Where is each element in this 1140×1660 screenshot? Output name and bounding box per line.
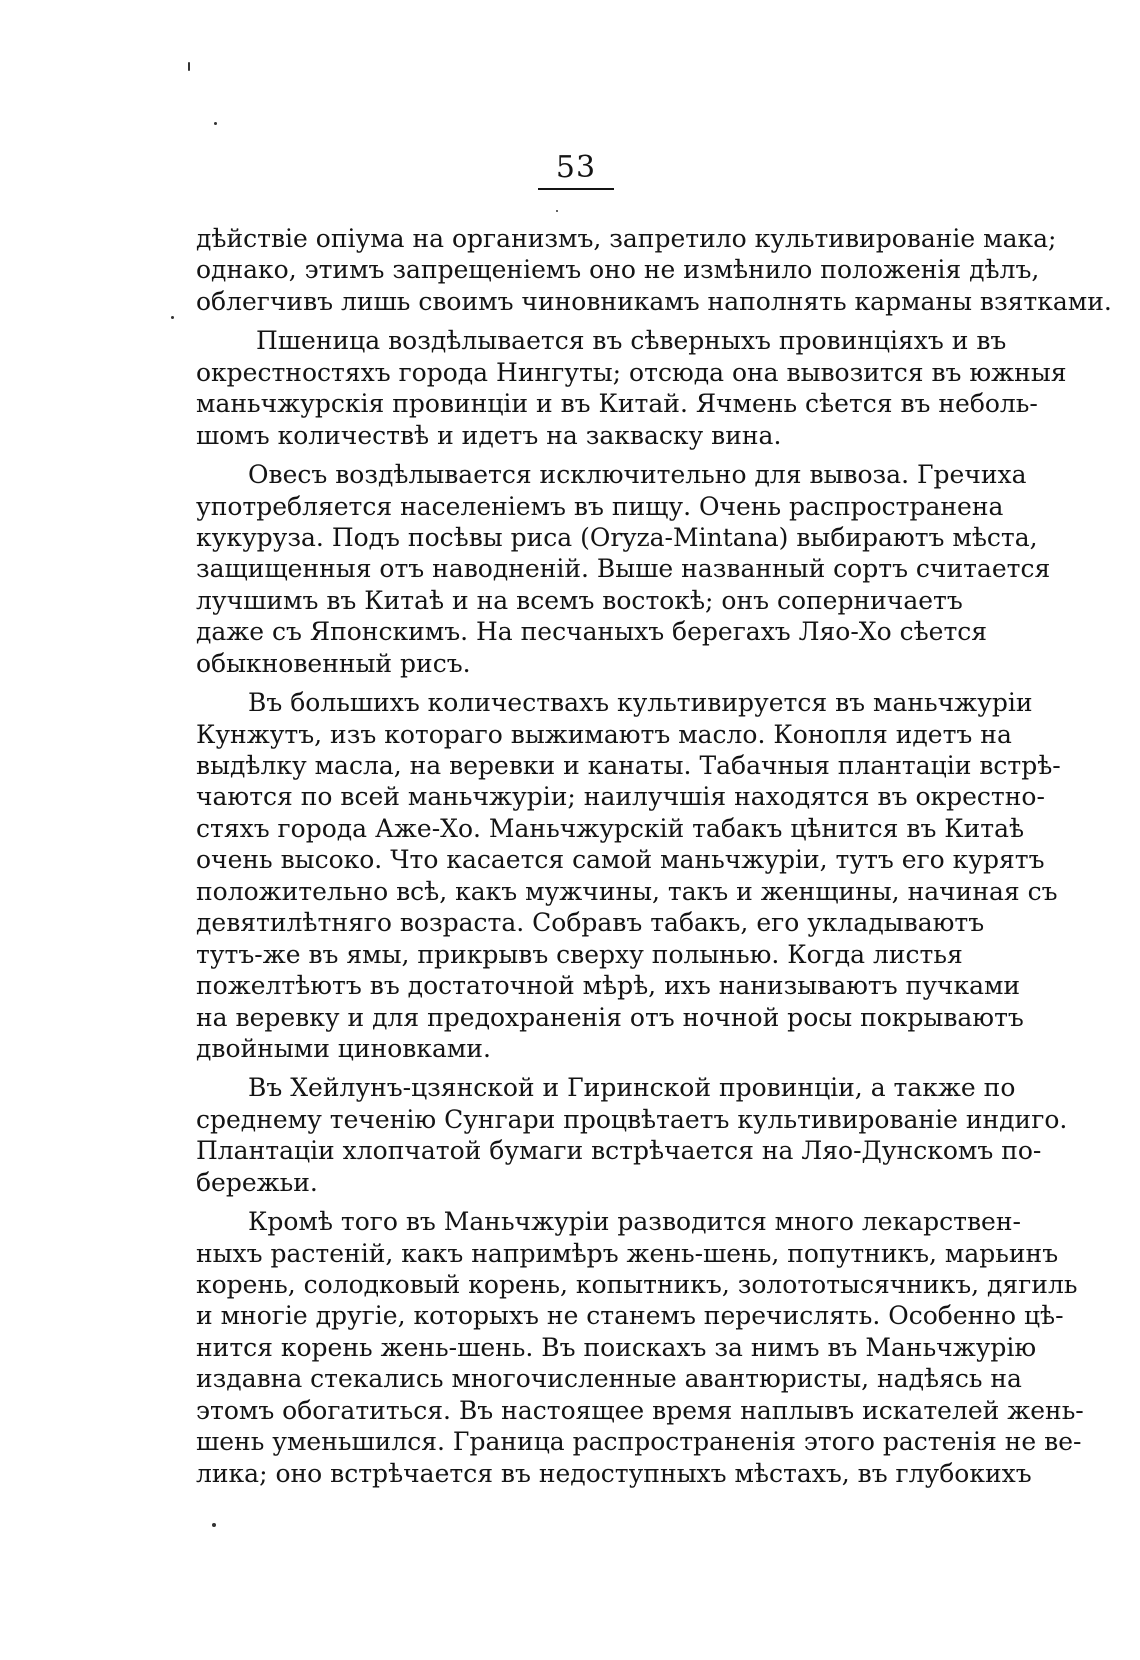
text-line: облегчивъ лишь своимъ чиновникамъ наполнять карманы взятками. [196,286,1112,316]
text-line: девятилѣтняго возраста. Собравъ табакъ, его укладываютъ [196,908,985,938]
text-line: однако, этимъ запрещеніемъ оно не измѣнило положенія дѣлъ, [196,255,1040,285]
text-line: Въ большихъ количествахъ культивируется въ маньчжуріи [248,688,1033,718]
text-line: защищенныя отъ наводненій. Выше названный сортъ считается [196,554,1051,584]
text-line: бережьи. [196,1167,318,1197]
text-line: Овесъ воздѣлывается исключительно для вывоза. Гречиха [248,460,1027,490]
text-line: шомъ количествѣ и идетъ на закваску вина. [196,420,782,450]
text-line: корень, солодковый корень, копытникъ, золототысячникъ, дягиль [196,1270,1078,1299]
text-line: чаются по всей маньчжуріи; наилучшія находятся въ окрестно- [196,782,1045,812]
text-line: выдѣлку масла, на веревки и канаты. Табачныя плантаціи встрѣ- [196,751,1061,780]
scan-speck [212,1523,216,1527]
text-line: и многіе другіе, которыхъ не станемъ перечислять. Особенно цѣ- [196,1301,1064,1331]
text-line: положительно всѣ, какъ мужчины, такъ и женщины, начиная съ [196,876,1058,906]
text-line: маньчжурскія провинціи и въ Китай. Ячмень сѣется въ неболь- [196,389,1038,419]
text-line: издавна стекались многочисленные авантюристы, надѣясь на [196,1364,1022,1394]
text-line: этомъ обогатиться. Въ настоящее время наплывъ искателей жень- [196,1395,1084,1425]
text-line: ныхъ растеній, какъ напримѣръ жень-шень, попутникъ, марьинъ [196,1238,1059,1268]
page-number: 53 [555,150,597,185]
text-line: Кунжутъ, изъ котораго выжимаютъ масло. Конопля идетъ на [196,719,1012,749]
text-line: окрестностяхъ города Нингуты; отсюда она вывозится въ южныя [196,357,1067,387]
text-line: среднему теченію Сунгари процвѣтаетъ культивированіе индиго. [196,1104,1068,1134]
text-line: Кромѣ того въ Маньчжуріи разводится много лекарствен- [248,1207,1021,1237]
text-line: на веревку и для предохраненія отъ ночной росы покрываютъ [196,1002,1024,1032]
text-line: двойными циновками. [196,1033,491,1063]
scan-speck [556,210,558,212]
text-line: тутъ-же въ ямы, прикрывъ сверху полынью. Когда листья [196,939,963,969]
text-line: шень уменьшился. Граница распространенія этого растенія не ве- [196,1427,1082,1457]
text-line: нится корень жень-шень. Въ поискахъ за нимъ въ Маньчжурію [196,1332,1037,1362]
text-line: Въ Хейлунъ-цзянской и Гиринской провинціи, а также по [248,1073,1016,1103]
text-line: Плантаціи хлопчатой бумаги встрѣчается на Ляо-Дунскомъ по- [196,1136,1042,1166]
text-line: обыкновенный рисъ. [196,648,471,678]
text-line: очень высоко. Что касается самой маньчжуріи, тутъ его курятъ [196,845,1045,875]
body-text [196,223,1112,1489]
text-line: кукуруза. Подъ посѣвы риса (Oryza-Mintana) выбираютъ мѣста, [196,522,1038,552]
page-number-underline [538,188,614,190]
text-line: лучшимъ въ Китаѣ и на всемъ востокѣ; онъ соперничаетъ [196,585,963,615]
text-line: Пшеница воздѣлывается въ сѣверныхъ провинціяхъ и въ [256,326,1007,356]
text-line: даже съ Японскимъ. На песчаныхъ берегахъ Ляо-Хо сѣется [196,617,988,647]
text-line: пожелтѣютъ въ достаточной мѣрѣ, ихъ нанизываютъ пучками [196,971,1021,1001]
text-line: дѣйствіе опіума на организмъ, запретило культивированіе мака; [196,224,1057,253]
scan-speck [214,122,217,125]
text-line: употребляется населеніемъ въ пищу. Очень распространена [196,491,1004,521]
scan-speck [171,316,174,319]
scan-speck [188,62,190,71]
text-line: стяхъ города Аже-Хо. Маньчжурскій табакъ цѣнится въ Китаѣ [196,813,1025,843]
text-line: лика; оно встрѣчается въ недоступныхъ мѣстахъ, въ глубокихъ [196,1458,1032,1488]
